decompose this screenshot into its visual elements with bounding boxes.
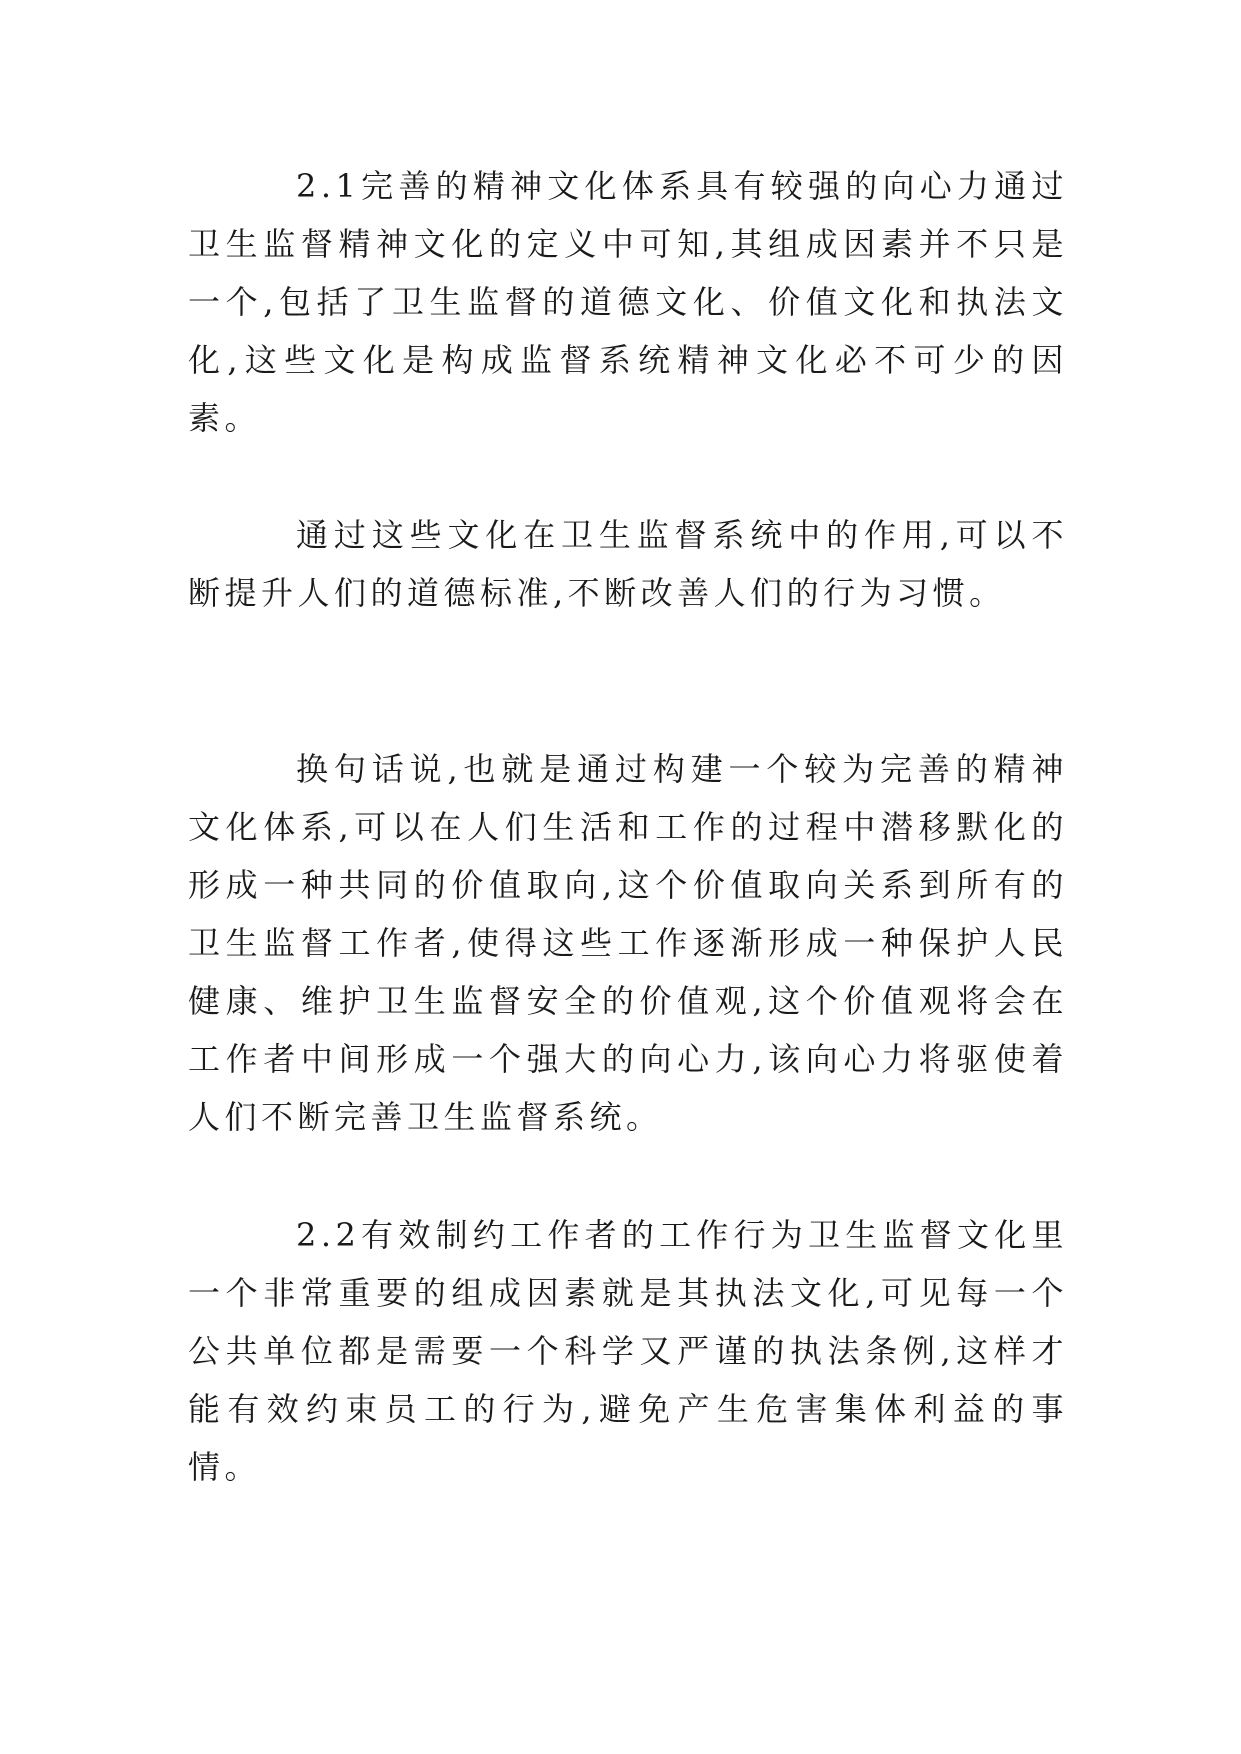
paragraph-value-system: 换句话说,也就是通过构建一个较为完善的精神文化体系,可以在人们生活和工作的过程中潜移默化的形成一种共同的价值取向,这个价值取向关系到所有的卫生监督工作者,使得这些工作逐渐形成一种保护人民健康、维护卫生监督安全的价值观,这个价值观将会在工作者中间形成一个强大的向心力,该向心力将驱使着人们不断完善卫生监督系统。 xyxy=(188,750,1068,1136)
paragraph-section-2-2: 2.2有效制约工作者的工作行为卫生监督文化里一个非常重要的组成因素就是其执法文化,可见每一个公共单位都是需要一个科学又严谨的执法条例,这样才能有效约束员工的行为,避免产生危害集体利益的事情。 xyxy=(188,1216,1068,1486)
paragraph-culture-role: 通过这些文化在卫生监督系统中的作用,可以不断提升人们的道德标准,不断改善人们的行为习惯。 xyxy=(188,516,1068,612)
paragraph-section-2-1: 2.1完善的精神文化体系具有较强的向心力通过卫生监督精神文化的定义中可知,其组成因素并不只是一个,包括了卫生监督的道德文化、价值文化和执法文化,这些文化是构成监督系统精神文化必不可少的因素。 xyxy=(188,167,1068,437)
